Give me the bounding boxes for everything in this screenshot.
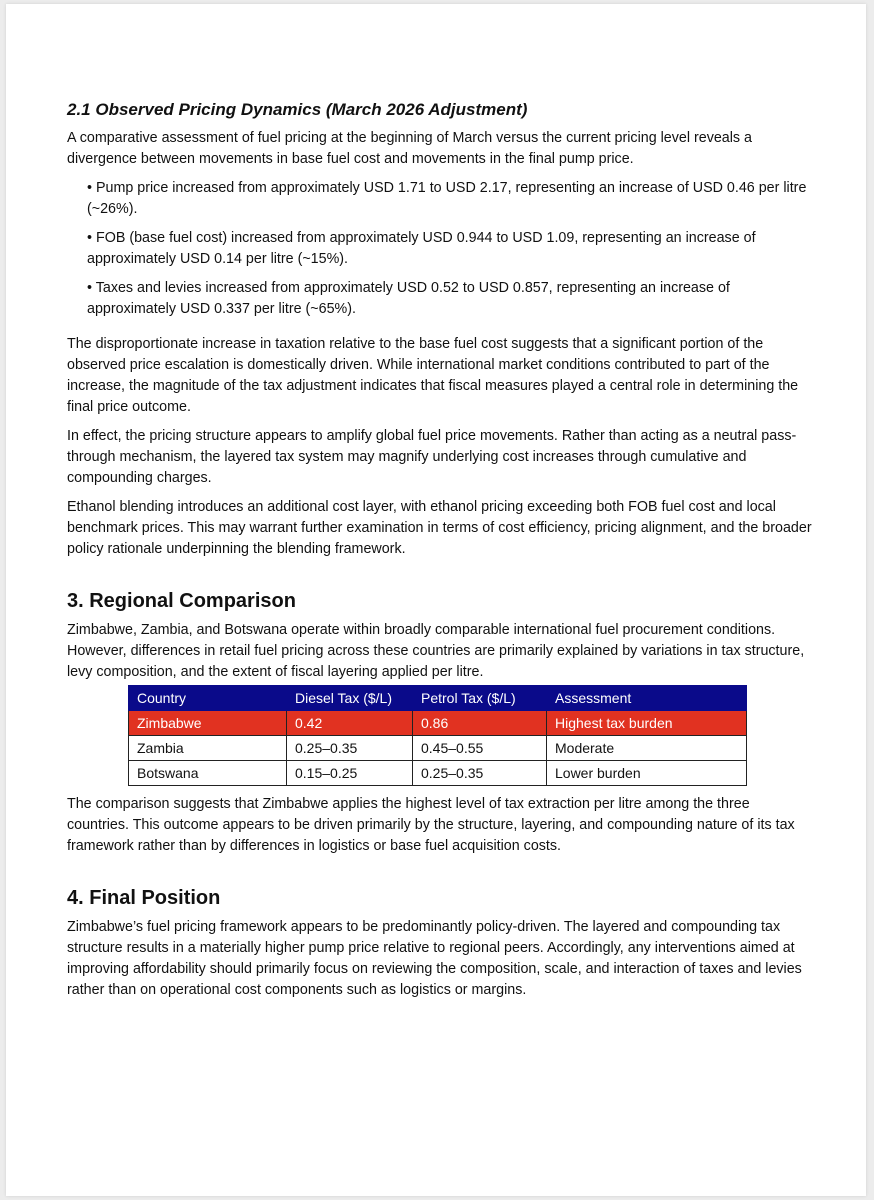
section-3-intro: Zimbabwe, Zambia, and Botswana operate within broadly comparable international fuel procurement conditions. However, differences in retail fuel pricing across these countries are primarily explained by variations in tax structure, levy composition, and the extent of fiscal layering applied per litre. <box>67 622 805 680</box>
section-4-heading: 4. Final Position <box>67 887 221 909</box>
amplification-paragraph: In effect, the pricing structure appears to amplify global fuel price movements. Rather than acting as a neutral pass-through mechanism, the layered tax system may magnify underlying cost increases through cumulative and compounding charges. <box>67 428 797 486</box>
taxes-bullet: • Taxes and levies increased from approximately USD 0.52 to USD 0.857, representing an increase of approximately USD 0.337 per litre (~65%). <box>87 280 730 317</box>
cell-country: Zimbabwe <box>129 711 287 736</box>
table-row-botswana <box>129 761 747 786</box>
taxation-paragraph: The disproportionate increase in taxation relative to the base fuel cost suggests that a significant portion of the observed price escalation is domestically driven. While international market conditions contributed to part of the increase, the magnitude of the tax adjustment indicates that fiscal measures played a central role in determining the final price outcome. <box>67 336 799 415</box>
section-2-1-intro: A comparative assessment of fuel pricing at the beginning of March versus the current pricing level reveals a divergence between movements in base fuel cost and movements in the final pump price. <box>67 130 753 167</box>
cell-petrol-tax: 0.25–0.35 <box>413 761 547 786</box>
cell-diesel-tax: 0.25–0.35 <box>287 736 413 761</box>
pricing-bullet-list <box>67 178 812 320</box>
cell-diesel-tax: 0.42 <box>287 711 413 736</box>
cell-petrol-tax: 0.86 <box>413 711 547 736</box>
cell-diesel-tax: 0.15–0.25 <box>287 761 413 786</box>
table-header-row <box>129 686 747 711</box>
header-petrol-tax: Petrol Tax ($/L) <box>413 686 547 711</box>
header-diesel-tax: Diesel Tax ($/L) <box>287 686 413 711</box>
cell-assessment: Lower burden <box>547 761 747 786</box>
pump-price-bullet: • Pump price increased from approximately USD 1.71 to USD 2.17, representing an increase of USD 0.46 per litre (~26%). <box>87 180 807 217</box>
ethanol-paragraph: Ethanol blending introduces an additional cost layer, with ethanol pricing exceeding both FOB fuel cost and local benchmark prices. This may warrant further examination in terms of cost efficiency, pricing alignment, and the broader policy rationale underpinning the blending framework. <box>67 499 812 557</box>
cell-assessment: Highest tax burden <box>547 711 747 736</box>
table-row-zimbabwe <box>129 711 747 736</box>
section-3-conclusion: The comparison suggests that Zimbabwe applies the highest level of tax extraction per litre among the three countries. This outcome appears to be driven primarily by the structure, layering, and compounding nature of its tax framework rather than by differences in logistics or base fuel acquisition costs. <box>67 796 795 854</box>
cell-country: Botswana <box>129 761 287 786</box>
cell-country: Zambia <box>129 736 287 761</box>
section-2-1-heading: 2.1 Observed Pricing Dynamics (March 2026 Adjustment) <box>67 100 528 119</box>
cell-assessment: Moderate <box>547 736 747 761</box>
document-content <box>67 98 812 1009</box>
document-page <box>6 4 866 1196</box>
section-3-heading: 3. Regional Comparison <box>67 590 296 612</box>
header-assessment: Assessment <box>547 686 747 711</box>
table-row-zambia <box>129 736 747 761</box>
header-country: Country <box>129 686 287 711</box>
cell-petrol-tax: 0.45–0.55 <box>413 736 547 761</box>
fob-bullet: • FOB (base fuel cost) increased from approximately USD 0.944 to USD 1.09, representing an increase of approximately USD 0.14 per litre (~15%). <box>87 230 756 267</box>
regional-comparison-table <box>128 685 747 786</box>
section-4-body: Zimbabwe’s fuel pricing framework appears to be predominantly policy-driven. The layered and compounding tax structure results in a materially higher pump price relative to regional peers. Accordingly, any interventions aimed at improving affordability should primarily focus on reviewing the composition, scale, and interaction of taxes and levies rather than on operational cost components such as logistics or margins. <box>67 919 802 998</box>
